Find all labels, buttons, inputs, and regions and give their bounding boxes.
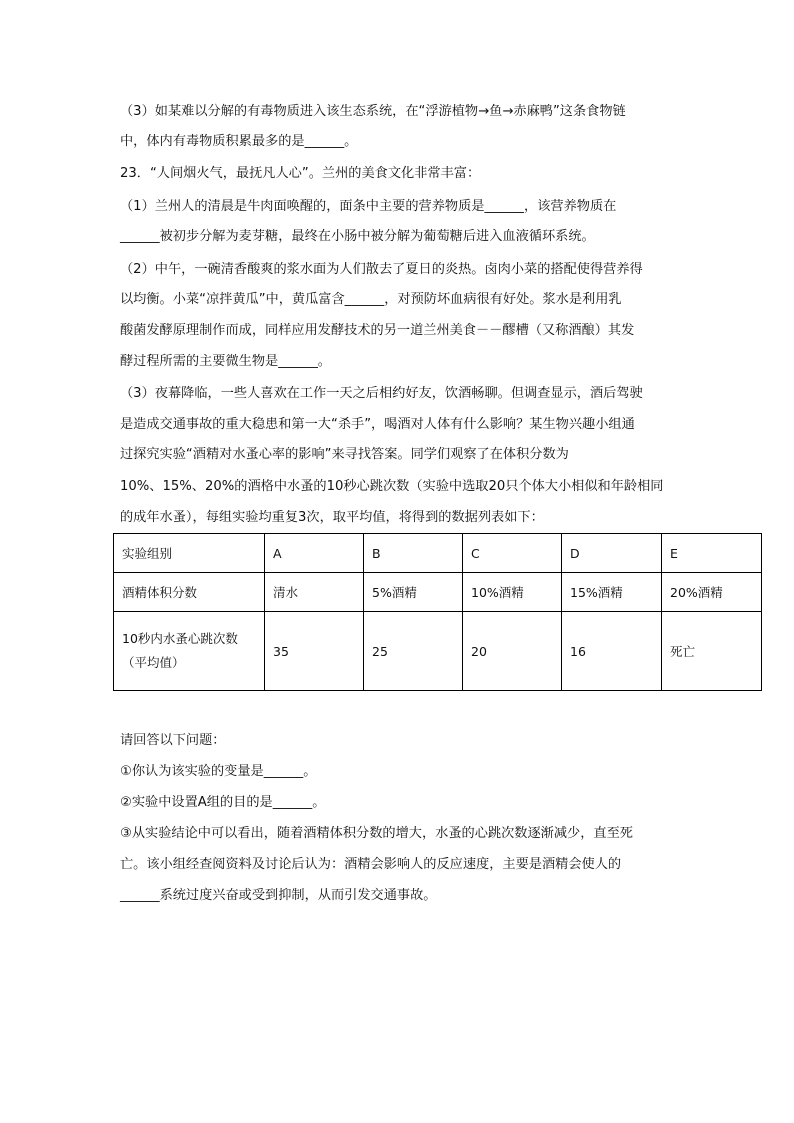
question-23-3-line-2: 是造成交通事故的重大稳患和第一大“杀手”，喝酒对人体有什么影响？某生物兴趣小组通 — [120, 417, 635, 432]
table-row — [114, 612, 762, 691]
questions-intro: 请回答以下问题： — [120, 733, 226, 748]
question-23-2-line-3: 酸菌发酵原理制作而成，同样应用发酵技术的另一道兰州美食－－醪槽（又称酒酿）其发 — [120, 323, 635, 338]
table-cell: 酒精体积分数 — [114, 573, 265, 612]
question-23-3-line-3: 过探究实验“酒精对水蚤心率的影响”来寻找答案。同学们观察了在体积分数为 — [120, 447, 569, 462]
question-23-3-line-4: 10%、15%、20%的酒格中水蚤的10秒心跳次数（实验中选取20只个体大小相似和年龄相同 — [120, 479, 664, 494]
question-23-2-line-1: （2）中午，一碗清香酸爽的浆水面为人们散去了夏日的炎热。卤肉小菜的搭配使得营养得 — [120, 262, 643, 277]
question-23-3-line-5: 的成年水蚤），每组实验均重复3次，取平均值，将得到的数据列表如下： — [120, 510, 544, 525]
question-23-1-line-2: ______被初步分解为麦芽糖，最终在小肠中被分解为葡萄糖后进入血液循环系统。 — [120, 229, 595, 244]
question-23-2-line-4: 酵过程所需的主要微生物是______。 — [120, 354, 331, 369]
table-cell: 实验组别 — [114, 534, 265, 573]
table-cell: 清水 — [265, 573, 364, 612]
question-3-line-1: ③从实验结论中可以看出，随着酒精体积分数的增大，水蚤的心跳次数逐渐减少，直至死 — [120, 826, 633, 841]
question-23-3-line-1: （3）夜幕降临，一些人喜欢在工作一天之后相约好友，饮酒畅聊。但调查显示，酒后驾驶 — [120, 386, 643, 401]
heartbeat-label-line-2: （平均值） — [122, 655, 185, 670]
table-row — [114, 534, 762, 573]
question-23-2-line-2: 以均衡。小菜“凉拌黄瓜”中，黄瓜富含______，对预防坏血病很有好处。浆水是利用乳 — [120, 292, 622, 307]
table-cell: 5%酒精 — [364, 573, 463, 612]
table-cell: E — [662, 534, 762, 573]
table-cell: 16 — [562, 612, 662, 691]
question-1: ①你认为该实验的变量是______。 — [120, 764, 317, 779]
table-cell: C — [463, 534, 562, 573]
table-cell: 10%酒精 — [463, 573, 562, 612]
question-23-1-line-1: （1）兰州人的清晨是牛肉面唤醒的，面条中主要的营养物质是______，该营养物质在 — [120, 199, 617, 214]
question-2: ②实验中设置A组的目的是______。 — [120, 795, 326, 810]
table-cell: 死亡 — [662, 612, 762, 691]
table-cell: 35 — [265, 612, 364, 691]
table-cell: B — [364, 534, 463, 573]
table-cell: 20 — [463, 612, 562, 691]
heartbeat-label-line-1: 10秒内水蚤心跳次数 — [122, 631, 238, 646]
question-3-line-3: ______系统过度兴奋或受到抑制，从而引发交通事故。 — [120, 888, 437, 903]
question-3-line-2: 亡。该小组经查阅资料及讨论后认为：酒精会影响人的反应速度，主要是酒精会使人的 — [120, 857, 622, 872]
table-row — [114, 573, 762, 612]
question-23-title: 23．“人间烟火气，最抚凡人心”。兰州的美食文化非常丰富： — [120, 166, 481, 181]
table-cell-heartbeat-label — [114, 612, 265, 691]
question-22-3-line-1: （3）如某难以分解的有毒物质进入该生态系统，在“浮游植物→鱼→赤麻鸭”这条食物链 — [120, 104, 626, 119]
data-table — [113, 533, 762, 691]
question-22-3-line-2: 中，体内有毒物质积累最多的是______。 — [120, 134, 358, 149]
table-cell: 15%酒精 — [562, 573, 662, 612]
table-cell: D — [562, 534, 662, 573]
table-cell: A — [265, 534, 364, 573]
table-cell: 25 — [364, 612, 463, 691]
table-cell: 20%酒精 — [662, 573, 762, 612]
